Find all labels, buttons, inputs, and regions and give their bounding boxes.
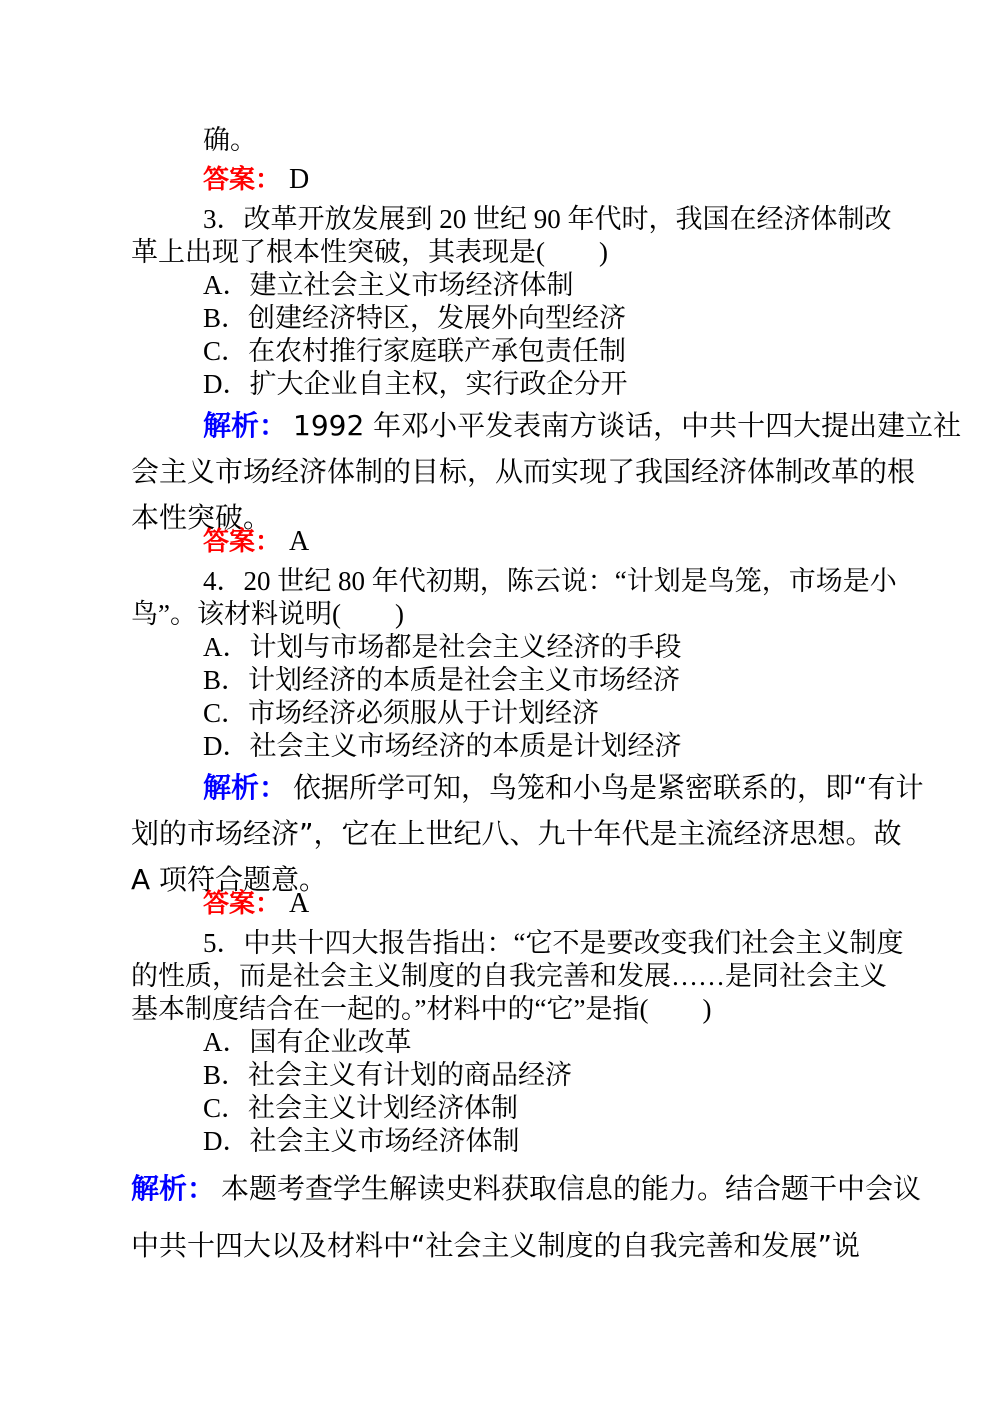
q5-option-c: C．社会主义计划经济体制 [203, 1093, 519, 1123]
q3-option-c: C．在农村推行家庭联产承包责任制 [203, 336, 627, 366]
q4-option-b: B．计划经济的本质是社会主义市场经济 [203, 665, 681, 695]
analysis-label: 解析： [203, 771, 288, 804]
q3-answer-line [131, 525, 880, 559]
analysis-text: 本题考查学生解读史料获取信息的能力。结合题干中会议 [221, 1172, 922, 1205]
q4-option-a: A．计划与市场都是社会主义经济的手段 [203, 632, 682, 662]
analysis-label: 解析： [131, 1172, 216, 1205]
q5-stem-line-2: 的性质，而是社会主义制度的自我完善和发展……是同社会主义 [131, 961, 887, 991]
prev-answer-line [131, 163, 880, 197]
q5-option-d: D．社会主义市场经济体制 [203, 1126, 520, 1156]
q5-option-b: B．社会主义有计划的商品经济 [203, 1060, 573, 1090]
q4-option-d: D．社会主义市场经济的本质是计划经济 [203, 731, 682, 761]
q3-stem-line-1: 3．改革开放发展到 20 世纪 90 年代时，我国在经济体制改 [203, 204, 892, 234]
answer-label: 答案： [203, 889, 282, 919]
q3-stem-line-2: 革上出现了根本性突破，其表现是( ) [131, 237, 608, 267]
q3-option-a: A．建立社会主义市场经济体制 [203, 270, 574, 300]
q5-analysis [131, 1160, 922, 1274]
analysis-text: 1992 年邓小平发表南方谈话，中共十四大提出建立社 [293, 409, 962, 442]
answer-value: A [289, 526, 310, 557]
q4-analysis-line-2: 划的市场经济”，它在上世纪八、九十年代是主流经济思想。故 [131, 817, 902, 850]
q4-analysis-line-3: A 项符合题意。 [131, 863, 328, 896]
q4-analysis [131, 765, 924, 903]
q3-analysis [131, 403, 962, 541]
answer-value: A [289, 888, 310, 919]
q4-stem-line-1: 4．20 世纪 80 年代初期，陈云说：“计划是鸟笼，市场是小 [203, 566, 897, 596]
q4-stem-line-2: 鸟”。该材料说明( ) [131, 599, 404, 629]
q5-stem-line-1: 5．中共十四大报告指出：“它不是要改变我们社会主义制度 [203, 928, 904, 958]
q3-option-d: D．扩大企业自主权，实行政企分开 [203, 369, 628, 399]
answer-label: 答案： [203, 527, 282, 557]
q4-option-c: C．市场经济必须服从于计划经济 [203, 698, 600, 728]
q4-analysis-line-1 [131, 765, 924, 811]
q5-analysis-line-1 [131, 1160, 922, 1217]
analysis-label: 解析： [203, 409, 288, 442]
analysis-text: 依据所学可知，鸟笼和小鸟是紧密联系的，即“有计 [293, 771, 924, 804]
q3-option-b: B．创建经济特区，发展外向型经济 [203, 303, 627, 333]
q3-analysis-line-2: 会主义市场经济体制的目标，从而实现了我国经济体制改革的根 [131, 455, 916, 488]
q5-stem-line-3: 基本制度结合在一起的。”材料中的“它”是指( ) [131, 994, 712, 1024]
answer-label: 答案： [203, 165, 282, 195]
prev-answer-trailing-text: 确。 [203, 125, 257, 155]
answer-value: D [289, 164, 310, 195]
q5-analysis-line-2: 中共十四大以及材料中“社会主义制度的自我完善和发展”说 [131, 1229, 861, 1262]
q3-analysis-line-3: 本性突破。 [131, 501, 272, 534]
q4-answer-line [131, 887, 880, 921]
q5-option-a: A．国有企业改革 [203, 1027, 412, 1057]
q3-analysis-line-1 [131, 403, 962, 449]
